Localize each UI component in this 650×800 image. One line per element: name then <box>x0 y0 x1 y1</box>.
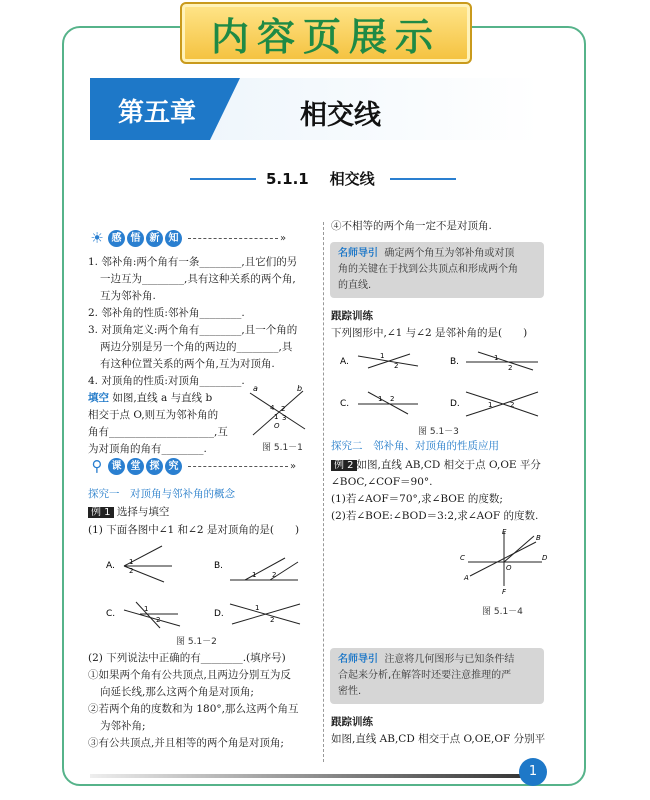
guide-2-line: 注意将几何图形与已知条件结 <box>384 654 515 665</box>
concept-line: 4. 对顶角的性质:对顶角________. <box>88 375 245 387</box>
fig4-label: E <box>502 528 507 536</box>
fig3-label: C. <box>340 399 350 409</box>
option-line: ③有公共顶点,并且相等的两个角是对顶角; <box>88 737 284 749</box>
pill-char: 悟 <box>127 230 144 247</box>
section-title <box>266 168 375 189</box>
section-number: 5.1.1 <box>266 170 309 188</box>
question-1: (1) 下面各图中∠1 和∠2 是对顶角的是( ) <box>88 524 300 536</box>
guide-1-line: 角的关键在于找到公共顶点和形成两个角 <box>338 264 518 275</box>
fig3-label: 2 <box>394 362 399 370</box>
fig2-label: B. <box>214 561 224 571</box>
pill-char: 究 <box>165 458 182 475</box>
fig3-label: A. <box>340 357 349 367</box>
question-2 <box>88 650 320 752</box>
pill-ketangtanjiu <box>88 456 296 476</box>
fig4-label: C <box>460 554 465 562</box>
fig3-label: 1 <box>378 395 383 403</box>
fig2-label: C. <box>106 609 116 619</box>
fill-label: 填空 <box>88 392 109 404</box>
fig4-label: O <box>506 564 512 572</box>
option-line: ①如果两个角有公共顶点,且两边分别互为反 <box>88 669 291 681</box>
fig2-label: 2 <box>270 616 275 624</box>
explore-1-title: 探究一 对顶角与邻补角的概念 <box>88 488 235 500</box>
question-2-stem: (2) 下列说法中正确的有________.(填序号) <box>88 652 286 664</box>
pill-char: 新 <box>146 230 163 247</box>
chapter-header <box>90 78 540 140</box>
fig4-caption: 图 5.1－4 <box>482 607 523 617</box>
concept-line: 两边分别是另一个角的两边的________,具 <box>100 341 293 353</box>
page-number: 1 <box>519 758 547 786</box>
concept-line: 1. 邻补角:两个角有一条________,且它们的另 <box>88 256 298 268</box>
fill-line: 如图,直线 a 与直线 b <box>112 392 213 404</box>
example-2-line: 如图,直线 AB,CD 相交于点 O,OE 平分 <box>356 459 541 471</box>
fig1-label: 4 <box>270 404 275 412</box>
column-divider <box>323 222 324 762</box>
content-banner <box>180 2 472 64</box>
concept-line: 2. 邻补角的性质:邻补角________. <box>88 307 245 319</box>
fig3-label: 2 <box>390 395 395 403</box>
option-line: 为邻补角; <box>100 720 146 732</box>
figure-5-1-1 <box>245 385 310 440</box>
pill-char: 课 <box>108 458 125 475</box>
track-1-question: 下列图形中,∠1 与∠2 是邻补角的是( ) <box>331 327 528 339</box>
fig1-label: 1 <box>274 413 279 421</box>
fig2-label: 2 <box>272 571 277 579</box>
fig1-label: O <box>274 422 280 430</box>
fig1-label: b <box>297 385 303 393</box>
pill-char: 感 <box>108 230 125 247</box>
option-line: ②若两个角的度数和为 180°,那么这两个角互 <box>88 703 299 715</box>
figure-5-1-3 <box>338 342 543 420</box>
guide-1-line: 确定两个角互为邻补角或对顶 <box>384 248 515 259</box>
pill-char: 堂 <box>127 458 144 475</box>
teacher-guide-1 <box>330 242 544 298</box>
guide-1-label: 名师导引 <box>338 248 378 259</box>
example-1-label: 例 1 <box>88 507 114 518</box>
pill-chars <box>108 230 182 247</box>
fig2-caption: 图 5.1－2 <box>176 637 217 647</box>
example-1-title: 选择与填空 <box>116 506 170 518</box>
pill-arrow-icon: » <box>290 460 297 472</box>
pill-char: 知 <box>165 230 182 247</box>
fig4-label: A <box>464 574 469 582</box>
pill-char: 探 <box>146 458 163 475</box>
fig3-label: 2 <box>508 364 513 372</box>
fig4-label: B <box>536 534 541 542</box>
example-2-label: 例 2 <box>331 460 357 471</box>
fig3-label: B. <box>450 357 460 367</box>
fill-line: 为对顶角的角有________. <box>88 443 207 455</box>
fig2-label: 1 <box>252 571 257 579</box>
fig3-label: 1 <box>494 354 499 362</box>
fill-line: 相交于点 O,则互为邻补角的 <box>88 409 219 421</box>
chapter-number: 第五章 <box>118 98 197 128</box>
fig2-label: 2 <box>156 616 161 624</box>
figure-5-1-2 <box>100 540 315 630</box>
fig4-label: F <box>502 588 507 596</box>
figure-5-1-4 <box>456 528 551 598</box>
lightbulb-icon: ☀ <box>90 229 104 247</box>
concept-line: 3. 对顶角定义:两个角有________,且一个角的 <box>88 324 298 336</box>
concept-line: 有这种位置关系的两个角,互为对顶角. <box>100 358 275 370</box>
pill-arrow-icon: » <box>280 232 287 244</box>
pill-dash <box>188 466 288 467</box>
track-1-title: 跟踪训练 <box>331 310 373 322</box>
example-1-heading <box>88 504 169 521</box>
fill-blank <box>88 390 263 458</box>
fig1-caption: 图 5.1－1 <box>262 443 303 453</box>
fig3-caption: 图 5.1－3 <box>418 427 459 437</box>
fig2-label: 1 <box>255 604 260 612</box>
fig2-label: D. <box>214 609 224 619</box>
magnifier-icon: ⚲ <box>91 457 103 475</box>
fig2-label: A. <box>106 561 115 571</box>
fig3-label: D. <box>450 399 460 409</box>
chapter-title: 相交线 <box>300 100 381 131</box>
pill-ganwuxinzhi <box>88 228 286 248</box>
concept-line: 一边互为________,具有这种关系的两个角, <box>100 273 296 285</box>
banner-title: 内容页展示 <box>210 14 441 59</box>
fig1-label: 3 <box>282 414 287 422</box>
fig4-label: D <box>542 554 548 562</box>
example-2-line: (2)若∠BOE:∠BOD＝3:2,求∠AOF 的度数. <box>331 510 539 522</box>
section-rule-right <box>390 178 456 180</box>
fig2-label: 2 <box>129 567 134 575</box>
teacher-guide-2 <box>330 648 544 704</box>
guide-2-line: 密性. <box>338 686 362 697</box>
fig2-label: 1 <box>129 558 134 566</box>
option-4: ④不相等的两个角一定不是对顶角. <box>331 220 492 232</box>
fig1-label: a <box>253 385 258 393</box>
fig3-label: 1 <box>380 352 385 360</box>
guide-2-line: 合起来分析,在解答时还要注意推理的严 <box>338 670 512 681</box>
track-2-question: 如图,直线 AB,CD 相交于点 O,OE,OF 分别平 <box>331 733 546 745</box>
example-2 <box>331 457 549 525</box>
fig1-label: 2 <box>281 405 286 413</box>
pill-chars <box>108 458 182 475</box>
concept-list <box>88 254 297 390</box>
example-2-line: ∠BOC,∠COF＝90°. <box>331 476 433 488</box>
pill-dash <box>188 238 278 239</box>
fig2-label: 1 <box>144 605 149 613</box>
fig3-label: 1 <box>488 401 493 409</box>
section-name: 相交线 <box>329 170 375 188</box>
example-2-line: (1)若∠AOF＝70°,求∠BOE 的度数; <box>331 493 503 505</box>
guide-1-line: 的直线. <box>338 280 372 291</box>
fill-line: 角有____________________,互 <box>88 426 228 438</box>
track-2-title: 跟踪训练 <box>331 716 373 728</box>
explore-2-title: 探究二 邻补角、对顶角的性质应用 <box>331 440 499 452</box>
guide-2-label: 名师导引 <box>338 654 378 665</box>
footer-bar <box>90 774 530 778</box>
concept-line: 互为邻补角. <box>100 290 156 302</box>
option-line: 向延长线,那么这两个角是对顶角; <box>100 686 254 698</box>
fig3-label: 2 <box>510 401 515 409</box>
section-rule-left <box>190 178 256 180</box>
